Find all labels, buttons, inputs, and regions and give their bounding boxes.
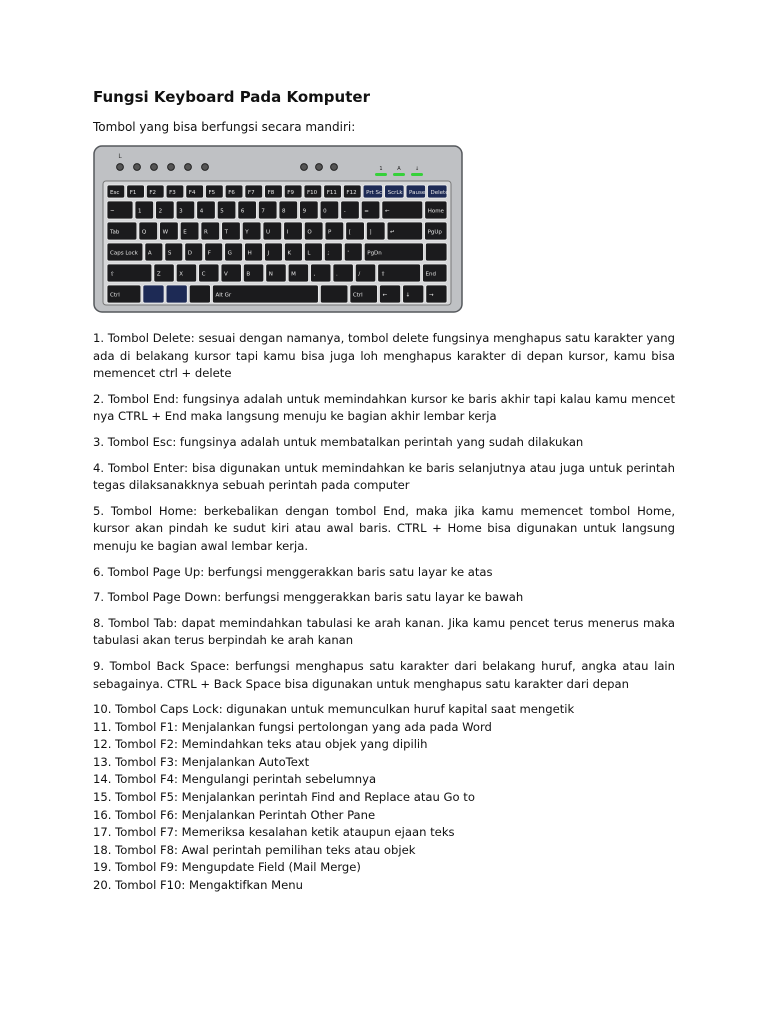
keyboard-key (166, 285, 187, 303)
key-label: Delete (430, 190, 449, 196)
key-label: F10 (307, 190, 318, 196)
key-label: ⇧ (380, 271, 386, 278)
key-label: F3 (169, 190, 176, 196)
list-item: 14. Tombol F4: Mengulangi perintah sebelumnya (93, 772, 377, 787)
key-label: U (265, 229, 271, 236)
key-label: / (358, 271, 361, 278)
key-label: F7 (247, 190, 255, 196)
key-label: Pause (409, 190, 426, 196)
key-label: , (313, 271, 316, 278)
status-led (375, 173, 387, 176)
keyboard-key (425, 243, 447, 261)
list-item: 12. Tombol F2: Memindahkan teks atau objek yang dipilih (93, 737, 428, 752)
key-label: 0 (323, 208, 327, 215)
key-label: F5 (208, 190, 216, 196)
page-title: Fungsi Keyboard Pada Komputer (93, 88, 370, 106)
key-label: L (307, 250, 311, 257)
media-button (151, 164, 158, 171)
led-label: A (397, 166, 401, 172)
key-label: Ctrl (110, 292, 120, 299)
key-label: ~ (110, 208, 115, 215)
key-label: I (286, 229, 289, 236)
list-item: 2. Tombol End: fungsinya adalah untuk memindahkan kursor ke baris akhir tapi kalau kamu mencet nya CTRL + End maka langsung menuju ke bagian akhir lembar kerja (93, 391, 675, 424)
media-button (117, 164, 124, 171)
key-label: Prt Scr (366, 190, 385, 196)
volume-button (301, 164, 308, 171)
volume-button (316, 164, 323, 171)
list-item: 8. Tombol Tab: dapat memindahkan tabulasi ke arah kanan. Jika kamu pencet terus menerus maka tabulasi akan terus berpindah ke arah kanan (93, 615, 675, 648)
key-label: X (179, 271, 184, 278)
key-label: C (201, 271, 206, 278)
key-label: Esc (110, 190, 120, 196)
key-label: F6 (228, 190, 235, 196)
document-body (93, 330, 675, 895)
key-label: M (291, 271, 296, 278)
list-item: 5. Tombol Home: berkebalikan dengan tombol End, maka jika kamu memencet tombol Home, kursor akan pindah ke sudut kiri atau awal baris. CTRL + Home bisa digunakan untuk langsung menuju ke bagian awal lembar kerja. (93, 503, 675, 553)
key-label: Q (141, 229, 147, 236)
key-label: 3 (179, 208, 183, 215)
key-label: - (343, 208, 346, 215)
key-label: ← (382, 292, 388, 299)
key-label: A (147, 250, 152, 257)
key-label: T (224, 229, 228, 236)
key-label: 5 (220, 208, 224, 215)
power-icon: L (118, 153, 122, 160)
key-label: K (287, 250, 292, 257)
key-label: → (428, 292, 434, 299)
key-label: H (247, 250, 252, 257)
numbered-paragraphs (93, 330, 675, 693)
key-label: F4 (188, 190, 196, 196)
key-label: Tab (110, 229, 120, 236)
key-label: [ (348, 229, 351, 236)
volume-button (331, 164, 338, 171)
list-item: 20. Tombol F10: Mengaktifkan Menu (93, 878, 303, 893)
list-item: 6. Tombol Page Up: berfungsi menggerakkan baris satu layar ke atas (93, 564, 493, 579)
key-label: B (246, 271, 251, 278)
key-label: 1 (138, 208, 142, 215)
list-item: 13. Tombol F3: Menjalankan AutoText (93, 754, 310, 769)
key-label: F2 (149, 190, 157, 196)
keyboard-key (143, 285, 164, 303)
key-label: ← (384, 208, 390, 215)
key-label: 8 (282, 208, 286, 215)
key-label: Z (156, 271, 161, 278)
key-label: F1 (129, 190, 137, 196)
key-label: 7 (261, 208, 265, 215)
key-label: ; (327, 250, 330, 257)
function-key-list (93, 701, 675, 895)
media-button (168, 164, 175, 171)
list-item: 3. Tombol Esc: fungsinya adalah untuk membatalkan perintah yang sudah dilakukan (93, 434, 584, 449)
key-label: PgDn (367, 250, 382, 257)
list-item: 18. Tombol F8: Awal perintah pemilihan teks atau objek (93, 842, 416, 857)
led-label: ↓ (414, 166, 420, 172)
list-item: 15. Tombol F5: Menjalankan perintah Find and Replace atau Go to (93, 790, 475, 805)
media-button (202, 164, 209, 171)
key-label: O (307, 229, 312, 236)
key-label: Y (245, 229, 249, 236)
list-item: 7. Tombol Page Down: berfungsi menggerakkan baris satu layar ke bawah (93, 590, 524, 605)
key-label: F11 (326, 190, 337, 196)
key-label: G (227, 250, 232, 257)
key-label: F8 (267, 190, 275, 196)
list-item: 4. Tombol Enter: bisa digunakan untuk memindahkan ke baris selanjutnya atau juga untuk perintah tegas dilaksanakknya sebuah perintah pada computer (93, 460, 675, 493)
key-label: Ctrl (352, 292, 363, 299)
key-label: F (207, 250, 211, 257)
key-label: ' (347, 250, 349, 257)
keyboard-illustration (93, 145, 463, 315)
key-label: ⇧ (110, 271, 115, 278)
key-label: D (187, 250, 193, 257)
key-label: 6 (240, 208, 245, 215)
key-label: F12 (346, 190, 357, 196)
key-label: End (425, 271, 436, 278)
list-item: 1. Tombol Delete: sesuai dengan namanya, tombol delete fungsinya menghapus satu karakter yang ada di belakang kursor tapi kamu bisa juga loh menghapus karakter di depan kursor, kamu bisa memencet ctrl + delete (93, 331, 675, 381)
list-item: 11. Tombol F1: Menjalankan fungsi pertolongan yang ada pada Word (93, 719, 492, 734)
key-label: W (162, 229, 169, 236)
list-item: 16. Tombol F6: Menjalankan Perintah Other Pane (93, 807, 376, 822)
key-label: S (167, 250, 172, 257)
list-item: 19. Tombol F9: Mengupdate Field (Mail Merge) (93, 860, 361, 875)
key-label: Home (427, 208, 444, 215)
keyboard-key (320, 285, 348, 303)
key-label: ] (369, 229, 372, 236)
list-item: 9. Tombol Back Space: berfungsi menghapus satu karakter dari belakang huruf, angka atau lain sebagainya. CTRL + Back Space bisa digunakan untuk menghapus satu karakter dari depan (93, 658, 675, 691)
list-item: 17. Tombol F7: Memeriksa kesalahan ketik ataupun ejaan teks (93, 825, 455, 840)
key-label: J (267, 250, 270, 257)
key-label: R (203, 229, 208, 236)
key-label: = (364, 208, 369, 215)
list-item: 10. Tombol Caps Lock: digunakan untuk memunculkan huruf kapital saat mengetik (93, 702, 575, 717)
key-label: P (328, 229, 332, 236)
key-label: Caps Lock (110, 250, 138, 257)
key-label: 2 (158, 208, 163, 215)
media-button (185, 164, 192, 171)
key-label: ScrLk (387, 190, 403, 196)
key-label: Alt Gr (215, 292, 232, 299)
media-button (134, 164, 141, 171)
key-label: ↵ (390, 229, 395, 236)
key-label: PgUp (427, 229, 442, 236)
key-label: 4 (199, 208, 204, 215)
key-label: ↓ (405, 292, 411, 299)
status-led (393, 173, 405, 176)
status-led (411, 173, 423, 176)
key-label: E (183, 229, 187, 236)
key-label: N (268, 271, 273, 278)
page-subtitle: Tombol yang bisa berfungsi secara mandiri: (93, 120, 356, 134)
key-label: 9 (302, 208, 307, 215)
key-label: . (335, 271, 338, 278)
keyboard-key (189, 285, 210, 303)
led-label: 1 (379, 166, 383, 172)
key-label: F9 (287, 190, 294, 196)
key-label: V (224, 271, 228, 278)
